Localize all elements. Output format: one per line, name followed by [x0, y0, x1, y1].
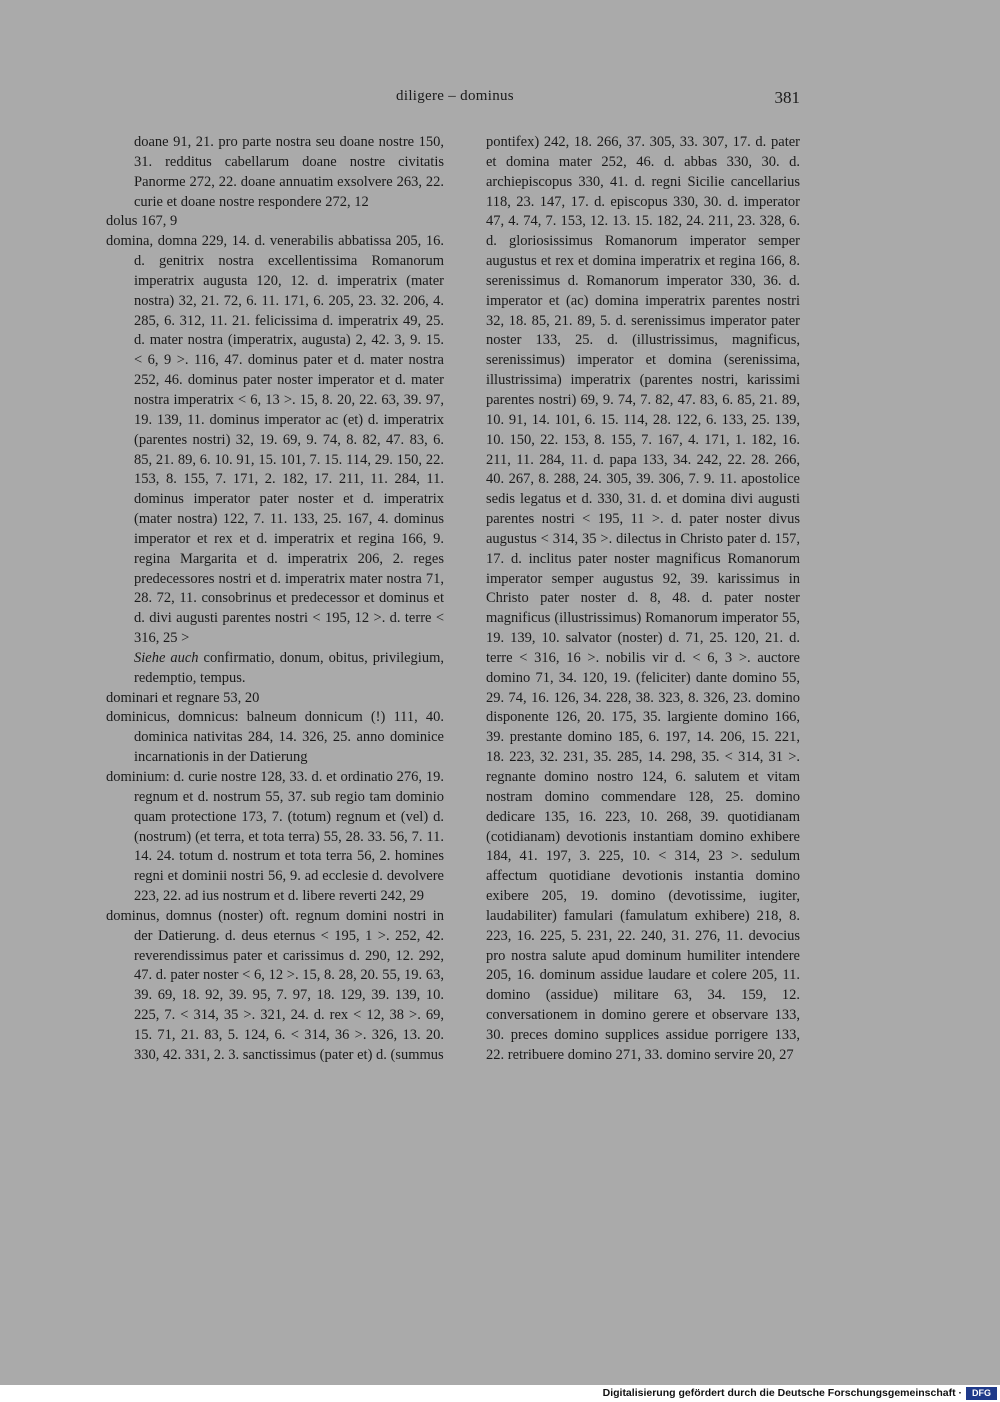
running-header: diligere – dominus: [396, 88, 514, 104]
entry-dolus: dolus 167, 9: [106, 213, 178, 230]
right-column: [486, 133, 800, 1066]
funding-notice: Digitalisierung gefördert durch die Deutsche Forschungsgemeinschaft ·: [602, 1387, 962, 1399]
entry-siehe-auch: [106, 649, 444, 689]
entry-continuation: doane 91, 21. pro parte nostra seu doane nostre 150, 31. redditus cabellarum doane nostre civitatis Panorme 272, 22. doane annuatim exsolvere 263, 22. curie et doane nostre respondere 272, 12: [134, 134, 444, 210]
siehe-auch-refs: confirmatio, donum, obitus, privilegium, redemptio, tempus.: [134, 649, 444, 686]
entry-domina: domina, domna 229, 14. d. venerabilis abbatissa 205, 16. d. genitrix nostra excellentissima Romanorum imperatrix augusta 120, 12. d. imperatrix (mater nostra) 32, 21. 72, 6. 11. 171, 6. 205, 23. 32. 206, 4. 285, 6. 312, 11. 21. felicissima d. imperatrix 49, 25. d. mater nostra (imperatrix, augusta) 2, 42. 3, 9. 15. < 6, 9 >. 116, 47. dominus pater et d. mater nostra 252, 46. dominus pater noster imperator et d. mater nostra imperatrix < 6, 13 >. 15, 8. 20, 22. 63, 39. 97, 19. 139, 11. dominus imperator ac (et) d. imperatrix (parentes nostri) 32, 19. 69, 9. 74, 8. 82, 47. 83, 6. 85, 21. 89, 6. 10. 91, 15. 101, 7. 15. 114, 29. 150, 22. 153, 8. 155, 7. 171, 2. 182, 17. 211, 11. 284, 11. dominus imperator pater noster et d. imperatrix (mater nostra) 122, 7. 11. 133, 25. 167, 4. dominus imperator et rex et d. imperatrix et regina 166, 9. regina Margarita et d. imperatrix 206, 2. reges predecessores nostri et d. imperatrix mater nostra 71, 28. 72, 11. consobrinus et predecessor et dominus et d. divi augusti parentes nostri < 195, 12 >. d. terre < 316, 25 >: [106, 233, 444, 647]
left-column: [106, 133, 444, 1066]
dfg-logo-icon: DFG: [966, 1387, 997, 1400]
entry-dominari: dominari et regnare 53, 20: [106, 689, 260, 706]
entry-dominicus: dominicus, domnicus: balneum donnicum (!) 111, 40. dominica nativitas 284, 14. 326, 25. anno dominice incarnationis in der Datierung: [106, 709, 444, 766]
page-number: 381: [774, 88, 800, 107]
entry-dominus: dominus, domnus (noster) oft. regnum domini nostri in der Datierung. d. deus eternus < 195, 1 >. 252, 42. reverendissimus pater et carissimus d. 290, 12. 292, 47. d. pater noster < 6, 12 >. 15, 8. 28, 20. 55, 19. 63, 39. 69, 18. 92, 39. 95, 7. 97, 18. 129, 39. 139, 10. 225, 7. < 314, 35 >. 321, 24. d. rex < 12, 38 >. 69, 15. 71, 21. 83, 5. 124, 6. < 314, 36 >. 326, 13. 20. 330, 42. 331, 2. 3. sanctissimus (pater et) d. (summus: [106, 907, 444, 1063]
siehe-auch-label: Siehe auch: [134, 649, 199, 666]
entry-dominium: dominium: d. curie nostre 128, 33. d. et ordinatio 276, 19. regnum et d. nostrum 55, 37. sub regio tam dominio quam protectione 173, 7. (totum) regnum et (vel) d. (nostrum) (et terra, et tota terra) 55, 28. 33. 56, 7. 11. 14. 24. totum d. nostrum et tota terra 56, 2. homines regni et dominii nostri 56, 9. ad ecclesie d. devolvere 223, 22. ad ius nostrum et d. libere reverti 242, 29: [106, 769, 444, 905]
entry-dominus-continued: pontifex) 242, 18. 266, 37. 305, 33. 307, 17. d. pater et domina mater 252, 46. d. abbas 330, 30. d. archiepiscopus 330, 41. d. regni Sicilie cancellarius 118, 23. 147, 17. d. episcopus 330, 30. d. imperator 47, 4. 74, 7. 153, 12. 13. 15. 182, 24. 211, 23. 328, 6. d. gloriosissimus Romanorum imperator semper augustus et rex et domina imperatrix et regina 166, 8. serenissimus d. Romanorum imperator 330, 36. d. imperator et (ac) domina imperatrix parentes nostri 32, 18. 85, 21. 89, 5. d. serenissimus imperator pater noster 133, 25. d. (illustrissimus, magnificus, serenissimus) imperator et domina (serenissima, illustrissima) imperatrix (parentes nostri, karissimi parentes nostri) 69, 9. 74, 7. 82, 47. 83, 6. 85, 21. 89, 10. 91, 14. 101, 6. 15. 114, 28. 122, 6. 133, 25. 139, 10. 150, 22. 153, 8. 155, 7. 167, 4. 171, 1. 182, 16. 211, 11. 284, 11. d. papa 133, 34. 242, 22. 28. 266, 40. 267, 8. 288, 24. 305, 39. 306, 7. 9. 11. apostolice sedis legatus et d. 330, 31. d. et domina divi augusti parentes nostri < 195, 11 >. d. pater noster divus augustus < 314, 35 >. dilectus in Christo pater d. 157, 17. d. inclitus pater noster magnificus Romanorum imperator semper augustus 92, 39. karissimus in Christo pater noster d. 8, 48. d. pater noster magnificus (illustrissimus) Romanorum imperator 55, 19. 139, 10. salvator (noster) d. 71, 25. 120, 21. d. terre < 316, 16 >. nobilis vir d. < 6, 3 >. auctore domino 71, 34. 120, 19. (feliciter) dante domino 55, 29. 74, 16. 126, 34. 228, 38. 323, 8. 326, 23. domino disponente 126, 20. 175, 35. largiente domino 166, 39. prestante domino 185, 6. 197, 14. 206, 15. 221, 18. 223, 32. 231, 35. 285, 14. 298, 35. < 314, 31 >. regnante domino nostro 124, 6. salutem et vitam nostram domino commendare 128, 25. domino dedicare 135, 16. 223, 10. 268, 39. quotidianam (cotidianam) devotionis instantiam domino exhibere 184, 41. 197, 3. 225, 10. < 314, 23 >. sedulum affectum quotidiane devotionis instantia domino exibere 205, 19. domino (devotissime, iugiter, laudabiliter) famulari (famulatum exhibere) 218, 8. 223, 16. 225, 5. 231, 22. 240, 31. 276, 11. devocius pro nostra salute apud dominum humiliter intendere 205, 16. dominum assidue laudare et colere 205, 11. domino (assidue) militare 63, 34. 159, 12. conversationem in domino gerere et observare 133, 30. preces domino supplices assidue porrigere 133, 22. retribuere domino 271, 33. domino servire 20, 27: [486, 134, 800, 1063]
